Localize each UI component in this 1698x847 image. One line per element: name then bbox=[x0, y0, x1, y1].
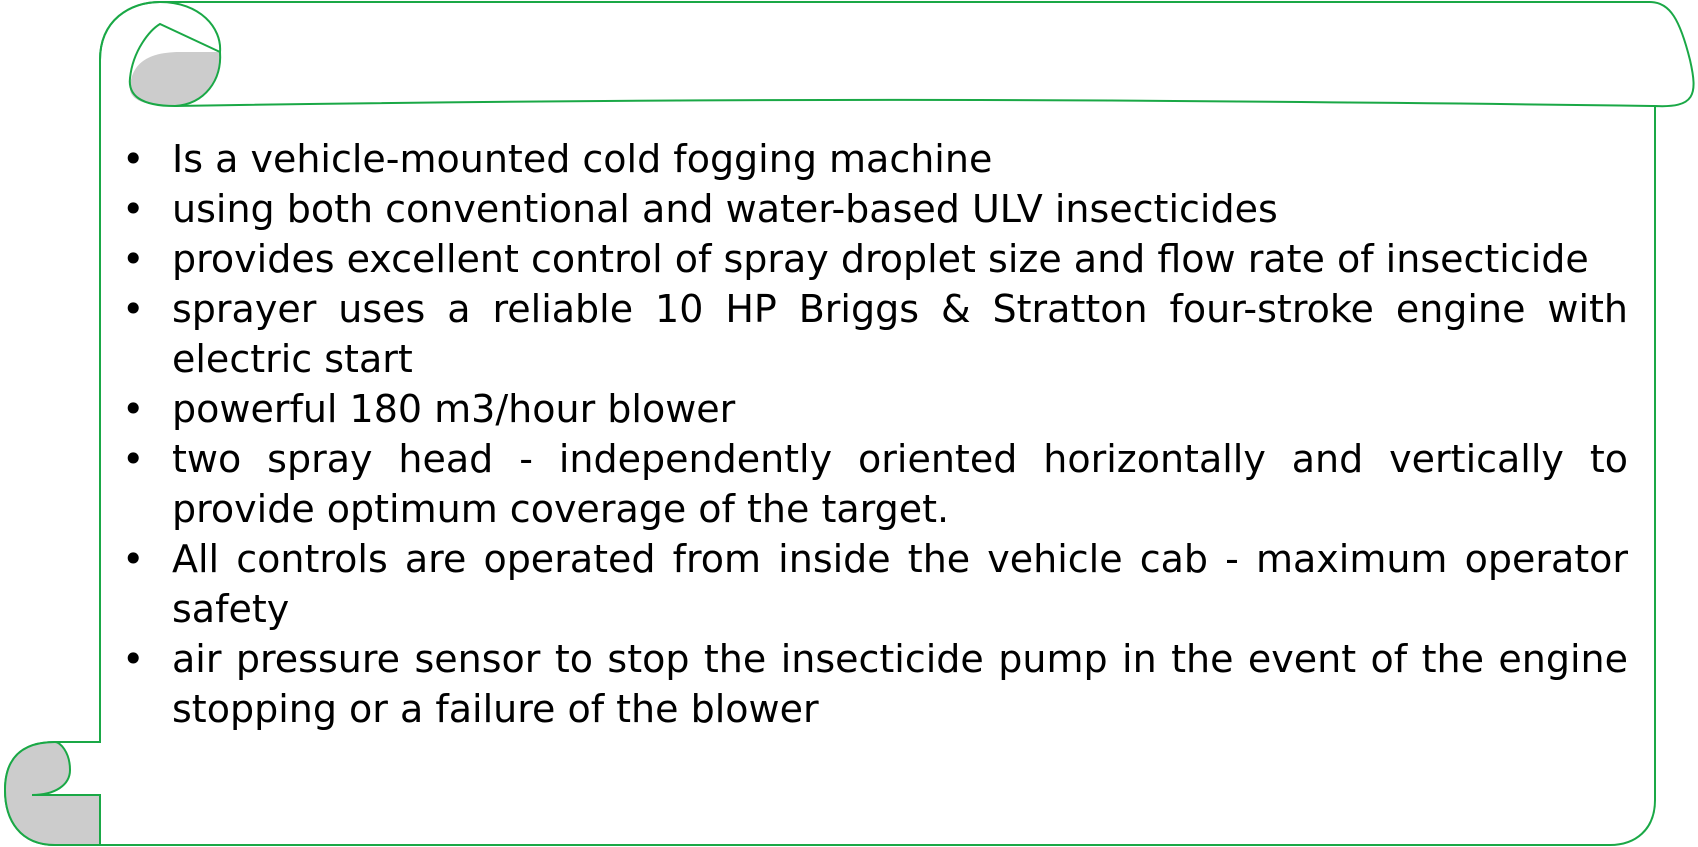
bullet-item-8: • air pressure sensor to stop the insecticide pump in the event of the engine stopping or a failure of the blower bbox=[120, 634, 1628, 734]
bullet-item-4: • sprayer uses a reliable 10 HP Briggs & Stratton four-stroke engine with electric start bbox=[120, 284, 1628, 384]
bullet-item-3: • provides excellent control of spray droplet size and flow rate of insecticide bbox=[120, 234, 1628, 284]
bullet-item-7: • All controls are operated from inside the vehicle cab - maximum operator safety bbox=[120, 534, 1628, 634]
bullet-list bbox=[120, 134, 1628, 734]
bullet-item-6: • two spray head - independently oriented horizontally and vertically to provide optimum coverage of the target. bbox=[120, 434, 1628, 534]
bullet-item-2: • using both conventional and water-based ULV insecticides bbox=[120, 184, 1628, 234]
bullet-item-5: • powerful 180 m3/hour blower bbox=[120, 384, 1628, 434]
bullet-item-1: • Is a vehicle-mounted cold fogging machine bbox=[120, 134, 1628, 184]
